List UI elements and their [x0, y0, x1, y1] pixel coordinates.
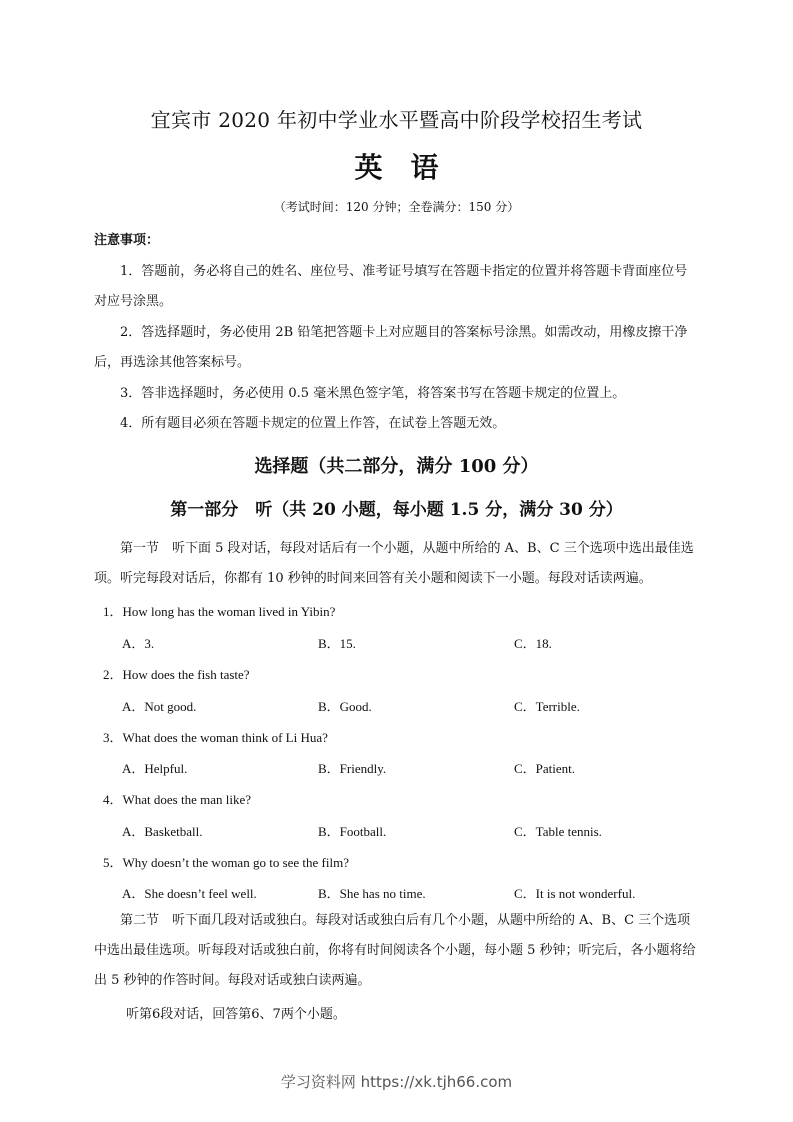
question-4: 4．What does the man like? [103, 792, 252, 807]
q5-option-b: B．She has no time. [318, 886, 426, 901]
q3-option-b: B．Friendly. [318, 761, 387, 776]
dialog6-instruction: 听第6段对话，回答第6、7两个小题。 [126, 1007, 346, 1022]
section1-intro: 第一节 听下面 5 段对话，每段对话后有一个小题，从题中所给的 A、B、C 三个选项中选出最佳选项。听完每段对话后，你都有 10 秒钟的时间来回答有关小题和阅读下一小题。每段对话读两遍。 [94, 541, 694, 586]
q4-option-a: A．Basketball. [122, 824, 203, 839]
q1-option-c: C．18. [514, 636, 552, 651]
section2-intro: 第二节 听下面几段对话或独白。每段对话或独白后有几个小题，从题中所给的 A、B、C 三个选项中选出最佳选项。听每段对话或独白前，你将有时间阅读各个小题，每小题 5 秒钟；听完后，各小题将给出 5 秒钟的作答时间。每段对话或独白读两遍。 [94, 913, 696, 988]
q1-option-a: A．3. [122, 636, 155, 651]
question-3: 3．What does the woman think of Li Hua? [103, 730, 328, 745]
question-2: 2．How does the fish taste? [103, 667, 250, 682]
note-item-2: 2．答选择题时，务必使用 2B 铅笔把答题卡上对应题目的答案标号涂黑。如需改动，用橡皮擦干净后，再选涂其他答案标号。 [94, 325, 688, 370]
subject-title: 英语 [354, 151, 467, 184]
note-item-4: 4．所有题目必须在答题卡规定的位置上作答，在试卷上答题无效。 [120, 416, 506, 431]
q3-option-c: C．Patient. [514, 761, 576, 776]
note-item-3: 3．答非选择题时，务必使用 0.5 毫米黑色签字笔，将答案书写在答题卡规定的位置上。 [120, 386, 626, 401]
note-item-1: 1．答题前，务必将自己的姓名、座位号、准考证号填写在答题卡指定的位置并将答题卡背面座位号对应号涂黑。 [94, 264, 688, 309]
q5-option-c: C．It is not wonderful. [514, 886, 636, 901]
q3-option-a: A．Helpful. [122, 761, 188, 776]
part1-title: 第一部分 听（共 20 小题，每小题 1.5 分，满分 30 分） [170, 500, 623, 520]
q4-option-c: C．Table tennis. [514, 824, 602, 839]
section-title: 选择题（共二部分，满分 100 分） [254, 456, 539, 477]
question-5: 5．Why doesn’t the woman go to see the film? [103, 855, 349, 870]
q1-option-b: B．15. [318, 636, 356, 651]
q2-option-c: C．Terrible. [514, 699, 580, 714]
q5-option-a: A．She doesn’t feel well. [122, 886, 257, 901]
footer-watermark: 学习资料网 https://xk.tjh66.com [280, 1073, 513, 1091]
question-1: 1．How long has the woman lived in Yibin? [103, 604, 336, 619]
q4-option-b: B．Football. [318, 824, 387, 839]
exam-meta: （考试时间：120 分钟；全卷满分：150 分） [273, 200, 520, 214]
exam-title: 宜宾市 2020 年初中学业水平暨高中阶段学校招生考试 [150, 108, 643, 132]
notes-heading: 注意事项： [94, 233, 160, 248]
q2-option-a: A．Not good. [122, 699, 197, 714]
q2-option-b: B．Good. [318, 699, 372, 714]
